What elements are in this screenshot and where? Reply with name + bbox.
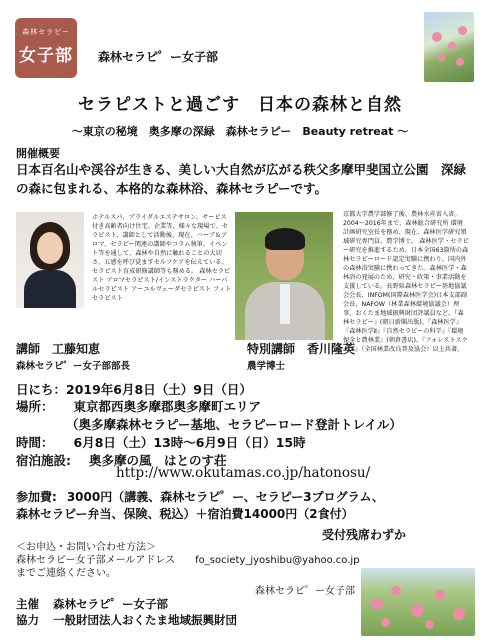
email-link[interactable]: fo_society_jyoshibu@yahoo.co.jp [195,555,360,566]
lodging-url-link[interactable]: http://www.okutamas.co.jp/hatonosu/ [116,465,371,481]
logo-small-text: 森林セラピー [22,28,70,36]
mail-label: 森林セラピー女子部メールアドレス [16,555,176,566]
overview-text: 日本百名山や渓谷が生きる、美しい大自然が広がる秩父多摩甲斐国立公園 深緑の森に包まれる、本格的な森林浴、森林セラピーです。 [16,162,467,196]
flower-photo-top [424,12,474,82]
lecturer1-title: 森林セラピ゜ー女子部部長 [16,361,131,372]
lodging-value: 奥多摩の風 はとのす荘 [89,453,227,468]
lecturer2-title: 農学博士 [247,361,286,372]
lecturer1-role: 講師 [16,342,41,356]
inquiry-contact: までご連絡ください。 [16,568,116,579]
page-subtitle: ～東京の秘境 奥多摩の深緑 森林セラピー Beauty retreat ～ [71,125,409,138]
logo-big-text: 女子部 [19,46,73,66]
host-label: 主催 [16,597,39,611]
event-fee [16,488,384,505]
lecturer2-name: 香川隆英 [307,342,356,356]
flower-photo-bottom [361,568,475,636]
overview-label: 開催概要 [16,147,60,160]
lecturer1-bio: ホテルスパ、ブライダルエステサロン、サービス付き高齢者向け住宅、企業等、様々な現場で、セラピスト、講師として活動後、現在、ハーブ＆アロマ、セラピー関連の講師やコラム執筆、イベント等を通して、森林や自然に触れることの大切さ、五感を呼び覚ますセルフケアを伝えている。セラピスト育成研修講師等も務める。 森林セラピスト アロマセラピスト/インストラクター ハーバルセラピスト アーユルヴェーダセラピスト フィトセラピスト [92,214,232,302]
club-logo [15,18,77,78]
place-value: 東京都西奥多摩郡奥多摩町エリア [73,399,262,414]
lecturer2-photo [235,212,333,340]
fee-label: 参加費: [16,490,57,504]
organizer-host [16,596,168,612]
fee-value-continued: 森林セラピー弁当、保険、税込）＋宿泊費14000円（2食付） [16,507,354,521]
event-place [16,397,261,415]
coop-label: 協力 [16,613,39,627]
date-value: 2019年6月8日（土）9日（日） [66,382,252,397]
date-label: 日にち： [16,382,67,397]
place-note: （奥多摩森林セラピー基地、セラピーロード登計トレイル） [66,417,402,432]
fee-value: 3000円（講義、森林セラピ゜ー、セラピー3プログラム、 [66,490,384,504]
event-date [16,380,252,398]
header-club-name: 森林セラピ゜ー女子部 [98,50,219,64]
host-value: 森林セラピ゜ー女子部 [53,597,168,611]
organizer-coop [16,612,237,628]
lecturer1-name: 工藤知恵 [52,342,101,356]
lecturer2-bio: 京都大学農学部修了後、農林水産省入省。2004～2016年まで、森林総合研究所 環境計画研究室長を務め、現在、森林医学研究領域研究専門員。農学博士。 森林医学・セラピー研究を推進するため、日本全国63箇所の森林セラピーロード認定実験に携わり、国内外の森林浴実験に携わってきた。森林医学・森林浴の発展のため、研究・政策・事業活動を支援している。長野県森林セラピー基地協議会会長、INFOM(国際森林医学会)日本支部副会長、NAFOW（林業森林環境協議会）理事、おくたま地域振興財団評議員など。『森林セラピー』(朝日新聞出版)、『森林医学』『森林医学Ⅱ』『自然セラピーの科学』『環境保全と農林業』(朝倉書店)、『フォレストスケープ』（全国林業改良普及協会）以上共著。 [343,211,469,353]
event-time [16,433,306,451]
inquiry-heading: ＜お申込・お問い合わせ方法＞ [16,542,156,553]
time-label: 時間： [16,435,54,450]
seats-notice: 受付残席わずか [322,528,407,542]
lodging-label: 宿泊施設: [16,453,71,468]
lecturer1-photo [16,212,84,308]
page-title: セラピストと過ごす 日本の森林と自然 [78,95,402,115]
place-label: 場所： [16,399,54,414]
lecturer1-heading [16,340,100,357]
time-value: 6月8日（土）13時～6月9日（日）15時 [73,435,306,450]
lecturer2-heading [247,340,355,357]
lecturer2-role: 特別講師 [247,342,296,356]
footer-club-name: 森林セラピ゜ー女子部 [255,586,355,597]
coop-value: 一般財団法人おくたま地域振興財団 [53,613,237,627]
